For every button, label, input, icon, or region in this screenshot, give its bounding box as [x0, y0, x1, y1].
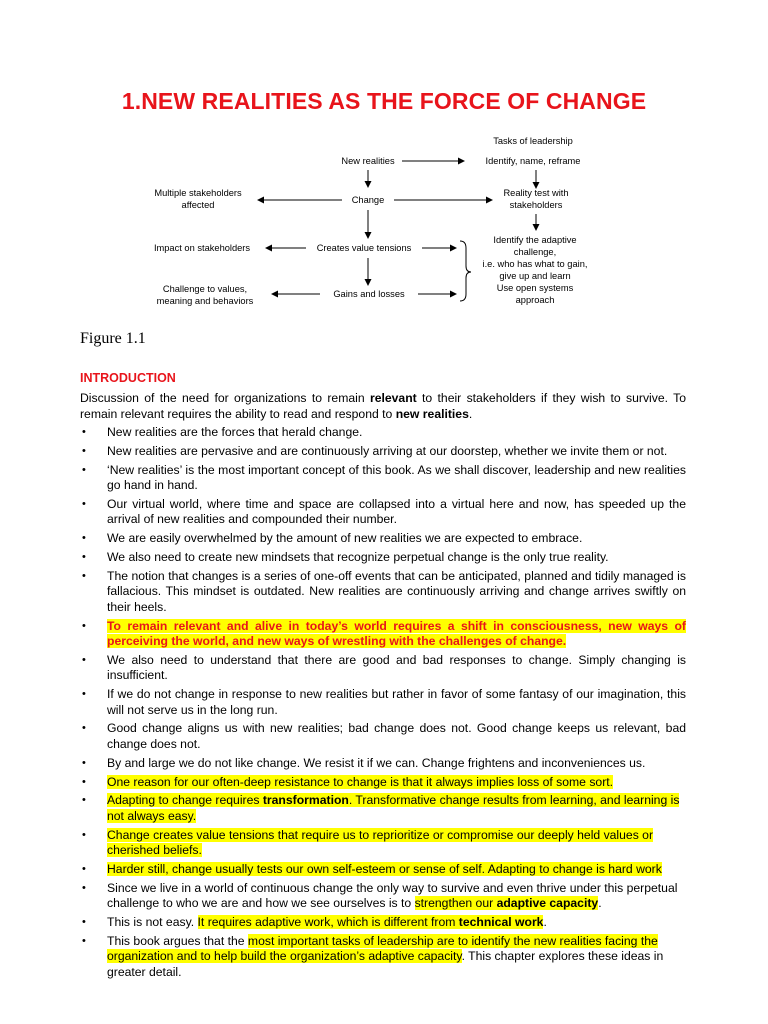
impact-on-stakeholders-label: Impact on stakeholders [153, 243, 251, 253]
list-item: • New realities are pervasive and are continuously arriving at our doorstep, whether we invite them or not. [82, 443, 668, 458]
figure-caption: Figure 1.1 [80, 330, 146, 347]
list-item: • To remain relevant and alive in today’s world requires a shift in consciousness, new ways of perceiving the world, and new ways of wrestling with the challenges of change. [82, 618, 686, 649]
list-item: • ‘New realities’ is the most important concept of this book. As we shall discover, leadership and new realities go hand in hand. [82, 462, 686, 493]
list-item: • We also need to understand that there are good and bad responses to change. Simply changing is insufficient. [82, 652, 686, 683]
list-item: • Adapting to change requires transformation. Transformative change results from learning, and learning is not always easy. [82, 793, 680, 823]
gains-and-losses-label: Gains and losses [333, 289, 405, 299]
list-item: • Change creates value tensions that require us to reprioritize or compromise our deeply held values or cherished beliefs. [82, 827, 654, 858]
list-item: • The notion that changes is a series of one-off events that can be anticipated, planned and tidily managed is fallacious. This mindset is outdated. New realities are continuously arriving and change arrives swiftly on their heels. [82, 568, 686, 614]
tasks-of-leadership-heading: Tasks of leadership [493, 136, 573, 146]
multiple-stakeholders-label: Multiple stakeholders affected [154, 188, 242, 210]
list-item: • Good change aligns us with new realities; bad change does not. Good change keeps us relevant, bad change does not. [82, 721, 686, 751]
list-item: • Harder still, change usually tests our own self-esteem or sense of self. Adapting to change is hard work [82, 861, 662, 876]
list-item: • One reason for our often-deep resistance to change is that it always implies loss of some sort. [82, 774, 614, 789]
identify-adaptive-challenge-label: Identify the adaptive challenge, i.e. who has what to gain, give up and learn Use open systems approach [482, 235, 588, 305]
section-heading: INTRODUCTION [80, 371, 176, 385]
page-title: 1.NEW REALITIES AS THE FORCE OF CHANGE [121, 88, 647, 114]
list-item: • This is not easy. It requires adaptive work, which is different from technical work. [82, 915, 547, 930]
leadership-diagram [138, 128, 598, 316]
reality-test-label: Reality test with stakeholders [503, 188, 569, 210]
list-item: • We are easily overwhelmed by the amount of new realities we are expected to embrace. [82, 531, 583, 546]
list-item: • We also need to create new mindsets that recognize perpetual change is the only true reality. [82, 549, 609, 564]
creates-value-tensions-label: Creates value tensions [316, 243, 412, 253]
new-realities-label: New realities [341, 156, 395, 166]
list-item: • New realities are the forces that herald change. [82, 425, 363, 439]
identify-name-reframe-label: Identify, name, reframe [485, 156, 581, 166]
list-item: • By and large we do not like change. We resist it if we can. Change frightens and inconveniences us. [82, 755, 646, 770]
list-item: • Since we live in a world of continuous change the only way to survive and even thrive under this perpetual challenge to who we are and how we see ourselves is to strengthen our adaptive capacity. [82, 880, 678, 911]
bullet-list [80, 425, 686, 984]
list-item: • If we do not change in response to new realities but rather in favor of some fantasy of our imagination, this will not serve us in the long run. [82, 687, 686, 717]
list-item: • This book argues that the most important tasks of leadership are to identify the new realities facing the organization and to help build the organization’s adaptive capacity. This chapter explores these ideas in greater detail. [82, 933, 664, 979]
intro-paragraph: Discussion of the need for organizations to remain relevant to their stakeholders if they wish to survive. To remain relevant requires the ability to read and respond to new realities. [80, 391, 686, 421]
change-label: Change [351, 195, 385, 205]
challenge-to-values-label: Challenge to values, meaning and behaviors [156, 284, 254, 306]
list-item: • Our virtual world, where time and space are collapsed into a virtual here and now, has speeded up the arrival of new realities and compounded their number. [82, 496, 686, 527]
